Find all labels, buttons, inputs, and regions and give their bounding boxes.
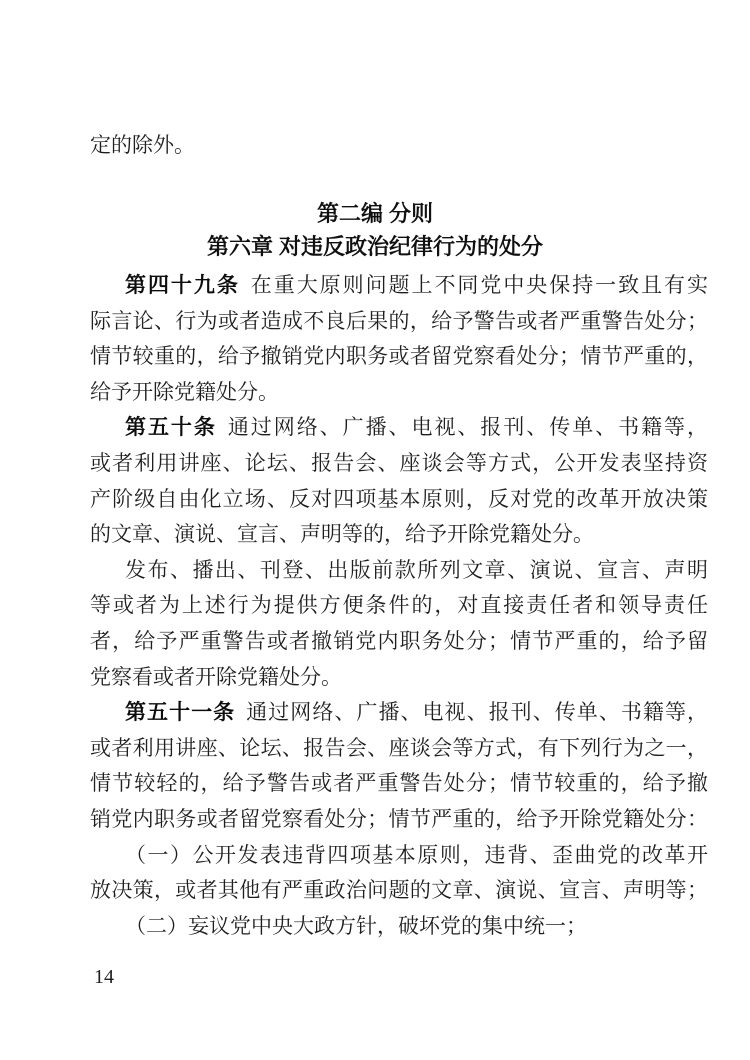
text-line	[90, 873, 708, 909]
article-number: 第五十条	[125, 415, 217, 440]
text-line	[90, 802, 708, 838]
text-line	[90, 410, 708, 446]
line-text: 或者利用讲座、论坛、报告会、座谈会等方式，有下列行为之一，	[90, 735, 708, 760]
chapter-heading: 第六章 对违反政治纪律行为的处分	[206, 234, 544, 259]
line-text: 情节较重的，给予撤销党内职务或者留党察看处分；情节严重的，	[90, 344, 708, 369]
text-line	[90, 446, 708, 482]
article-text	[90, 268, 708, 944]
text-line	[90, 660, 708, 696]
line-text: （二）妄议党中央大政方针，破坏党的集中统一；	[125, 913, 587, 938]
text-line	[90, 304, 708, 340]
article-number: 第五十一条	[125, 700, 236, 725]
text-line	[90, 588, 708, 624]
line-text: 给予开除党籍处分。	[90, 379, 279, 404]
text-line	[90, 838, 708, 874]
line-text: 者，给予严重警告或者撤销党内职务处分；情节严重的，给予留	[90, 628, 708, 653]
text-line	[90, 695, 708, 731]
text-line	[90, 375, 708, 411]
line-text: 际言论、行为或者造成不良后果的，给予警告或者严重警告处分；	[90, 308, 708, 333]
part-heading: 第二编 分则	[316, 201, 434, 226]
line-text: 通过网络、广播、电视、报刊、传单、书籍等，	[246, 700, 708, 725]
line-text: 销党内职务或者留党察看处分；情节严重的，给予开除党籍处分：	[90, 806, 708, 831]
line-text: 放决策，或者其他有严重政治问题的文章、演说、宣言、声明等；	[90, 878, 708, 903]
line-text: 等或者为上述行为提供方便条件的，对直接责任者和领导责任	[90, 593, 708, 618]
line-text: 或者利用讲座、论坛、报告会、座谈会等方式，公开发表坚持资	[90, 450, 708, 475]
text-line	[90, 909, 708, 945]
text-line	[90, 766, 708, 802]
text-line	[90, 339, 708, 375]
line-text: 的文章、演说、宣言、声明等的，给予开除党籍处分。	[90, 522, 594, 547]
text-line	[90, 624, 708, 660]
article-number: 第四十九条	[125, 273, 240, 297]
line-text: 党察看或者开除党籍处分。	[90, 664, 342, 689]
text-line	[90, 517, 708, 553]
text-line	[90, 553, 708, 589]
line-text: 产阶级自由化立场、反对四项基本原则，反对党的改革开放决策	[90, 486, 708, 511]
line-text: （一）公开发表违背四项基本原则，违背、歪曲党的改革开	[125, 842, 708, 867]
line-text: 发布、播出、刊登、出版前款所列文章、演说、宣言、声明	[125, 557, 708, 582]
line-text: 情节较轻的，给予警告或者严重警告处分；情节较重的，给予撤	[90, 771, 708, 796]
line-text: 在重大原则问题上不同党中央保持一致且有实	[250, 273, 708, 297]
line-text: 通过网络、广播、电视、报刊、传单、书籍等，	[227, 415, 708, 440]
paragraph-continuation: 定的除外。	[90, 133, 195, 157]
text-line	[90, 268, 708, 304]
text-line	[90, 731, 708, 767]
text-line	[90, 482, 708, 518]
page-number: 14	[94, 966, 114, 988]
